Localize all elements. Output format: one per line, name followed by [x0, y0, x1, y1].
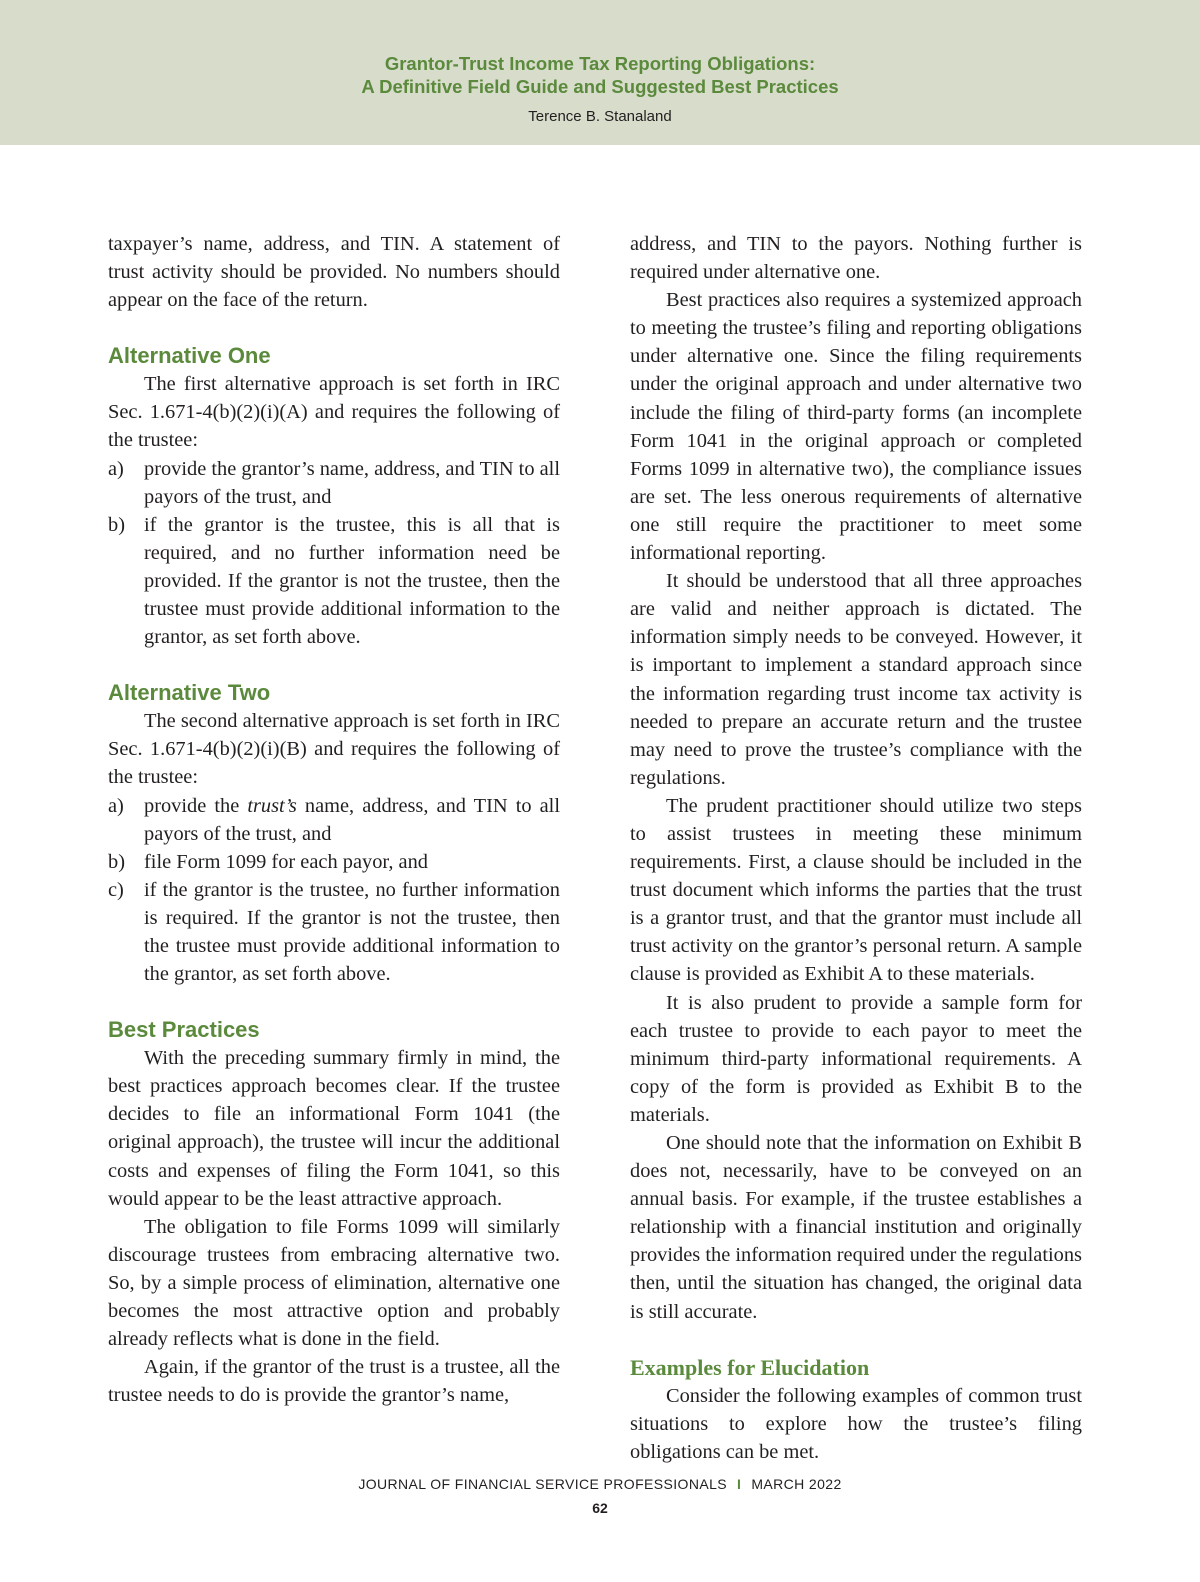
paragraph: The first alternative approach is set forth in IRC Sec. 1.671-4(b)(2)(i)(A) and requires the following of the trustee:	[108, 373, 560, 452]
paragraph: It should be understood that all three approaches are valid and neither approach is dictated. The information simply needs to be conveyed. However, it is important to implement a standard approach since the information regarding trust income tax activity is needed to prepare an accurate return and the trustee may need to prove the trustee’s compliance with the regulations.	[630, 570, 1082, 789]
list-item-text: if the grantor is the trustee, no further information is required. If the grantor is not the trustee, then the trustee must provide additional information to the grantor, as set forth above.	[144, 878, 560, 986]
paragraph: The obligation to file Forms 1099 will similarly discourage trustees from embracing alternative two. So, by a simple process of elimination, alternative one becomes the most attractive option and probably already reflects what is done in the field.	[108, 1215, 560, 1351]
footer-separator: I	[737, 1476, 742, 1492]
section-heading-alternative-one: Alternative One	[108, 343, 271, 369]
list-item-text: file Form 1099 for each payor, and	[144, 850, 428, 873]
requirements-list	[108, 455, 560, 652]
list-item-text	[144, 792, 560, 848]
paragraph: With the preceding summary firmly in mind, the best practices approach becomes clear. If the trustee decides to file an informational Form 1041 (the original approach), the trustee will incur the additional costs and expenses of filing the Form 1041, so this would appear to be the least attractive approach.	[108, 1047, 560, 1210]
list-item	[108, 511, 560, 651]
list-item	[108, 455, 560, 511]
list-item-text: if the grantor is the trustee, this is all that is required, and no further information need be provided. If the grantor is not the trustee, then the trustee must provide additional information to the grantor, as set forth above.	[144, 513, 560, 649]
paragraph: It is also prudent to provide a sample form for each trustee to provide to each payor to meet the minimum third-party informational requirements. A copy of the form is provided as Exhibit B to the materials.	[630, 991, 1082, 1126]
list-item	[108, 848, 560, 876]
issue-date: MARCH 2022	[751, 1476, 842, 1492]
paragraph: The second alternative approach is set forth in IRC Sec. 1.671-4(b)(2)(i)(B) and requires the following of the trustee:	[108, 710, 560, 789]
journal-name: JOURNAL OF FINANCIAL SERVICE PROFESSIONALS	[358, 1476, 728, 1492]
section-heading-examples: Examples for Elucidation	[630, 1354, 870, 1380]
page-footer	[0, 1476, 1200, 1492]
left-column	[108, 230, 560, 1409]
list-item-text: provide the grantor’s name, address, and TIN to all payors of the trust, and	[144, 457, 561, 508]
paragraph: address, and TIN to the payors. Nothing further is required under alternative one.	[630, 233, 1082, 284]
paragraph: One should note that the information on Exhibit B does not, necessarily, have to be conveyed on an annual basis. For example, if the trustee establishes a relationship with a financial institution and originally provides the information required under the regulations then, until the situation has changed, the original data is still accurate.	[630, 1132, 1082, 1323]
list-marker: b)	[108, 850, 125, 873]
requirements-list	[108, 792, 560, 989]
paragraph: Consider the following examples of common trust situations to explore how the trustee’s filing obligations can be met.	[630, 1384, 1082, 1463]
paragraph: Again, if the grantor of the trust is a trustee, all the trustee needs to do is provide the grantor’s name,	[108, 1356, 560, 1407]
section-heading-alternative-two: Alternative Two	[108, 680, 271, 706]
list-marker: a)	[108, 794, 124, 817]
list-marker: b)	[108, 513, 125, 536]
list-marker: c)	[108, 878, 124, 901]
author-name: Terence B. Stanaland	[528, 108, 672, 125]
list-item	[108, 792, 560, 848]
list-item	[108, 876, 560, 988]
article-title-line-2: A Definitive Field Guide and Suggested Best Practices	[361, 76, 839, 97]
text-run: provide the	[144, 794, 248, 817]
paragraph: The prudent practitioner should utilize two steps to assist trustees in meeting these minimum requirements. First, a clause should be included in the trust document which informs the parties that the trust is a grantor trust, and that the grantor must include all trust activity on the grantor’s personal return. A sample clause is provided as Exhibit A to these materials.	[630, 794, 1082, 986]
paragraph: Best practices also requires a systemized approach to meeting the trustee’s filing and reporting obligations under alternative one. Since the filing requirements under the original approach and under alternative two include the filing of third-party forms (an incomplete Form 1041 in the original approach or completed Forms 1099 in alternative two), the compliance issues are set. The less onerous requirements of alternative one still require the practitioner to meet some informational reporting.	[630, 289, 1082, 565]
paragraph: taxpayer’s name, address, and TIN. A statement of trust activity should be provided. No numbers should appear on the face of the return.	[108, 233, 560, 312]
section-heading-best-practices: Best Practices	[108, 1017, 260, 1043]
list-marker: a)	[108, 457, 124, 480]
right-column	[630, 230, 1082, 1466]
page-number: 62	[592, 1500, 608, 1516]
page-header	[0, 0, 1200, 145]
article-title-line-1: Grantor-Trust Income Tax Reporting Obligations:	[384, 53, 816, 74]
italic-text: trust’s	[247, 794, 297, 817]
text-run: name, address, and TIN to all payors of the trust, and	[144, 794, 560, 845]
